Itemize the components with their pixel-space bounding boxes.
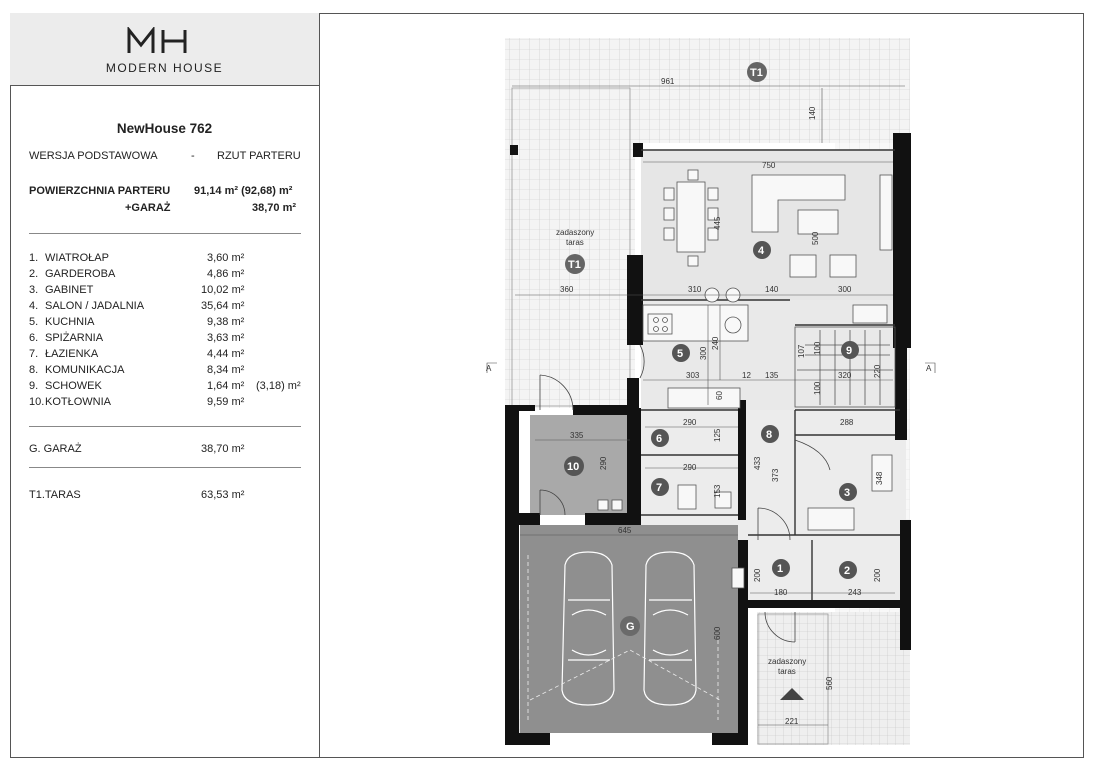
dimension-label: 360 (560, 285, 574, 294)
dimension-label: 135 (765, 371, 779, 380)
room-area: 8,34 m² (207, 364, 245, 376)
room-num: 7. (29, 348, 39, 360)
room-name: SALON / JADALNIA (45, 300, 145, 312)
room-name: KUCHNIA (45, 316, 95, 328)
dimension-label: 750 (762, 161, 776, 170)
ground-area-value: 91,14 m² (92,68) m² (194, 185, 293, 197)
dimension-label: 600 (713, 626, 722, 640)
room-marker: 2 (844, 565, 851, 577)
room-area: 4,86 m² (207, 268, 245, 280)
dimension-label: 12 (742, 371, 751, 380)
dimension-label: 445 (713, 216, 722, 230)
dimension-label: 300 (838, 285, 852, 294)
dimension-label: 290 (599, 456, 608, 470)
room-name: ŁAZIENKA (45, 348, 99, 360)
covered-terrace-label: taras (566, 238, 584, 247)
room-num: 6. (29, 332, 39, 344)
dimension-label: 310 (688, 285, 702, 294)
room-marker: 10 (567, 461, 580, 473)
dimension-label: 100 (813, 341, 822, 355)
version-view: RZUT PARTERU (217, 150, 301, 162)
room-name: GARDEROBA (45, 268, 116, 280)
dimension-label: 153 (713, 484, 722, 498)
room-num: 4. (29, 300, 39, 312)
room-name: GABINET (45, 284, 94, 296)
dimension-label: 243 (848, 588, 862, 597)
garage-add-value: 38,70 m² (252, 202, 297, 214)
dimension-label: 200 (873, 568, 882, 582)
room-marker: 6 (656, 433, 663, 445)
terrace-west (505, 38, 635, 408)
covered-terrace-label: zadaszony (768, 657, 807, 666)
room-area: 4,44 m² (207, 348, 245, 360)
dimension-label: 500 (811, 231, 820, 245)
dimension-label: 560 (825, 676, 834, 690)
room-area: 3,63 m² (207, 332, 245, 344)
room-area: 3,60 m² (207, 252, 245, 264)
room-marker: 1 (777, 563, 784, 575)
room-area: 35,64 m² (201, 300, 245, 312)
dimension-label: 125 (713, 428, 722, 442)
garage-label: G. GARAŻ (29, 443, 82, 455)
terrace-label: T1.TARAS (29, 489, 81, 501)
room-num: 3. (29, 284, 39, 296)
room-num: 8. (29, 364, 39, 376)
garage-add-label: +GARAŻ (125, 202, 171, 214)
dimension-label: 140 (765, 285, 779, 294)
room-area: 1,64 m² (207, 380, 245, 392)
project-title: NewHouse 762 (116, 121, 213, 136)
version-variant: WERSJA PODSTAWOWA (29, 150, 158, 162)
room-area: 10,02 m² (201, 284, 245, 296)
dimension-label: 300 (699, 346, 708, 360)
dimension-label: 140 (808, 106, 817, 120)
room-num: 2. (29, 268, 39, 280)
dimension-label: 433 (753, 456, 762, 470)
dimension-label: 220 (873, 364, 882, 378)
dimension-label: 290 (683, 463, 697, 472)
room-marker: 3 (844, 487, 851, 499)
room-marker: 8 (766, 429, 773, 441)
dimension-label: 320 (838, 371, 852, 380)
dimension-label: 303 (686, 371, 700, 380)
room-name: SCHOWEK (45, 380, 102, 392)
dimension-label: 221 (785, 717, 799, 726)
covered-terrace-label: zadaszony (556, 228, 595, 237)
dimension-label: 961 (661, 77, 675, 86)
dimension-label: 180 (774, 588, 788, 597)
room-name: KOTŁOWNIA (45, 396, 112, 408)
dimension-label: 348 (875, 471, 884, 485)
room-marker: 7 (656, 482, 663, 494)
dimension-label: 288 (840, 418, 854, 427)
dimension-label: 60 (715, 391, 724, 400)
room-name: WIATROŁAP (45, 252, 109, 264)
room-area: 9,38 m² (207, 316, 245, 328)
room-area: 9,59 m² (207, 396, 245, 408)
dimension-label: 200 (753, 568, 762, 582)
room-name: KOMUNIKACJA (45, 364, 125, 376)
section-marker-right: A (926, 364, 932, 373)
room-num: 10. (29, 396, 45, 408)
room-num: 1. (29, 252, 39, 264)
dimension-label: 290 (683, 418, 697, 427)
ground-area-label: POWIERZCHNIA PARTERU (29, 185, 171, 197)
room-marker: T1 (750, 67, 763, 79)
room-marker: T1 (568, 259, 581, 271)
room-num: 5. (29, 316, 39, 328)
room-marker: 9 (846, 345, 853, 357)
room-marker: 5 (677, 348, 684, 360)
dimension-label: 335 (570, 431, 584, 440)
section-marker-left: A (486, 364, 492, 373)
room-num: 9. (29, 380, 39, 392)
room-marker: G (626, 621, 635, 633)
covered-terrace-label: taras (778, 667, 796, 676)
dimension-label: 645 (618, 526, 632, 535)
terrace-area: 63,53 m² (201, 489, 245, 501)
dimension-label: 100 (813, 381, 822, 395)
garage-area: 38,70 m² (201, 443, 245, 455)
dimension-label: 107 (797, 344, 806, 358)
version-separator: - (191, 150, 195, 162)
room-marker: 4 (758, 245, 765, 257)
brand-name: MODERN HOUSE (105, 61, 224, 75)
dimension-label: 373 (771, 468, 780, 482)
dimension-label: 240 (711, 336, 720, 350)
room-name: SPIŻARNIA (45, 332, 104, 344)
room-extra: (3,18) m² (256, 380, 301, 392)
